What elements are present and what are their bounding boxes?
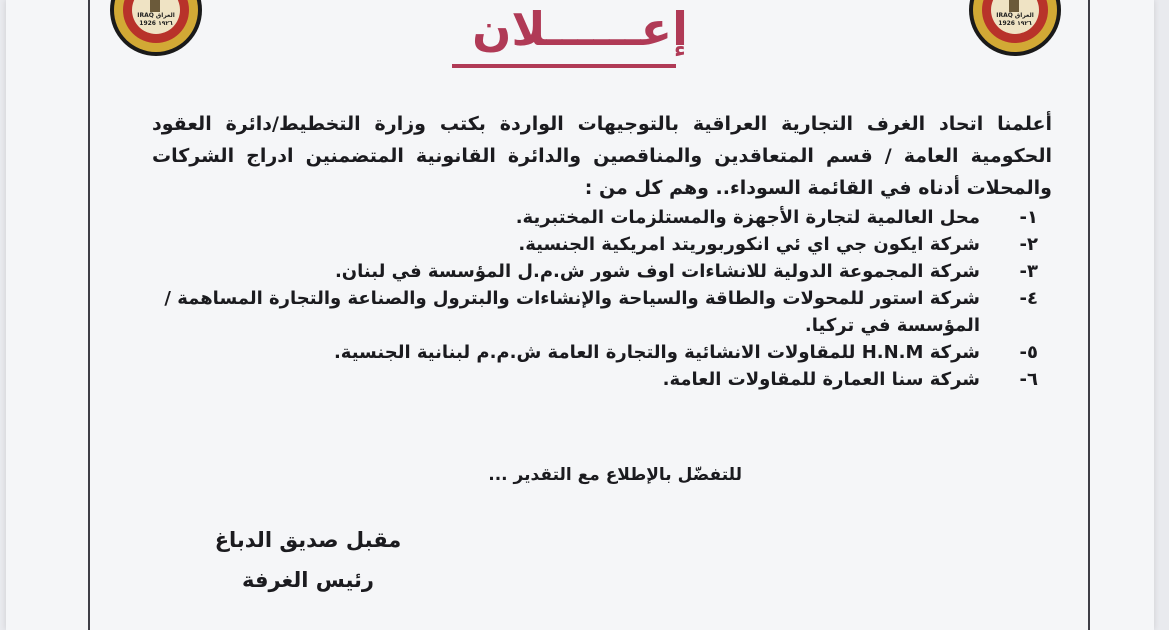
list-item	[152, 231, 1052, 258]
item-number: ٣-	[1019, 261, 1038, 282]
list-item	[152, 204, 1052, 231]
item-text: شركة ايكون جي اي ئي انكوربوريتد امريكية الجنسية.	[518, 234, 980, 255]
blacklist-items	[152, 204, 1052, 393]
signatory-role: رئيس الغرفة	[241, 568, 375, 592]
frame-border-right	[1088, 0, 1090, 630]
document-page	[6, 0, 1154, 630]
item-text: شركة H.N.M للمقاولات الانشائية والتجارة العامة ش.م.م لبنانية الجنسية.	[333, 342, 980, 363]
list-item	[152, 339, 1052, 366]
seal-country: IRAQ العراق	[137, 12, 175, 19]
closing-line: للتفضّل بالإطلاع مع التقدير ...	[488, 465, 742, 485]
item-number: ٢-	[1019, 234, 1038, 255]
item-number: ١-	[1019, 207, 1038, 228]
list-item	[152, 285, 1052, 339]
item-number: ٥-	[1019, 342, 1038, 363]
list-item	[152, 366, 1052, 393]
announcement-body	[152, 108, 1052, 393]
item-number: ٦-	[1019, 369, 1038, 390]
item-text: محل العالمية لتجارة الأجهزة والمستلزمات المختبرية.	[515, 207, 980, 228]
seal-year: 1926 ١٩٢٦	[139, 20, 173, 27]
frame-border-left	[88, 0, 90, 630]
title-underline	[452, 64, 676, 68]
item-text: شركة استور للمحولات والطاقة والسياحة والإنشاءات والبترول والصناعة والتجارة المساهمة / المؤسسة في تركيا.	[164, 288, 980, 336]
seal-country: IRAQ العراق	[996, 12, 1034, 19]
announcement-title: إعــــــلان	[472, 2, 688, 56]
item-number: ٤-	[1019, 288, 1038, 309]
item-text: شركة سنا العمارة للمقاولات العامة.	[662, 369, 980, 390]
signatory-name: مقبل صديق الدباغ	[214, 528, 402, 552]
seal-year: 1926 ١٩٢٦	[998, 20, 1032, 27]
list-item	[152, 258, 1052, 285]
item-text: شركة المجموعة الدولية للانشاءات اوف شور ش.م.ل المؤسسة في لبنان.	[334, 261, 980, 282]
intro-paragraph: أعلمنا اتحاد الغرف التجارية العراقية بالتوجيهات الواردة بكتب وزارة التخطيط/دائرة العقود الحكومية العامة / قسم المتعاقدين والمناقصين والدائرة القانونية المتضمنين ادراج الشركات والمحلات أدناه في القائمة السوداء.. وهم كل من :	[152, 113, 1052, 199]
